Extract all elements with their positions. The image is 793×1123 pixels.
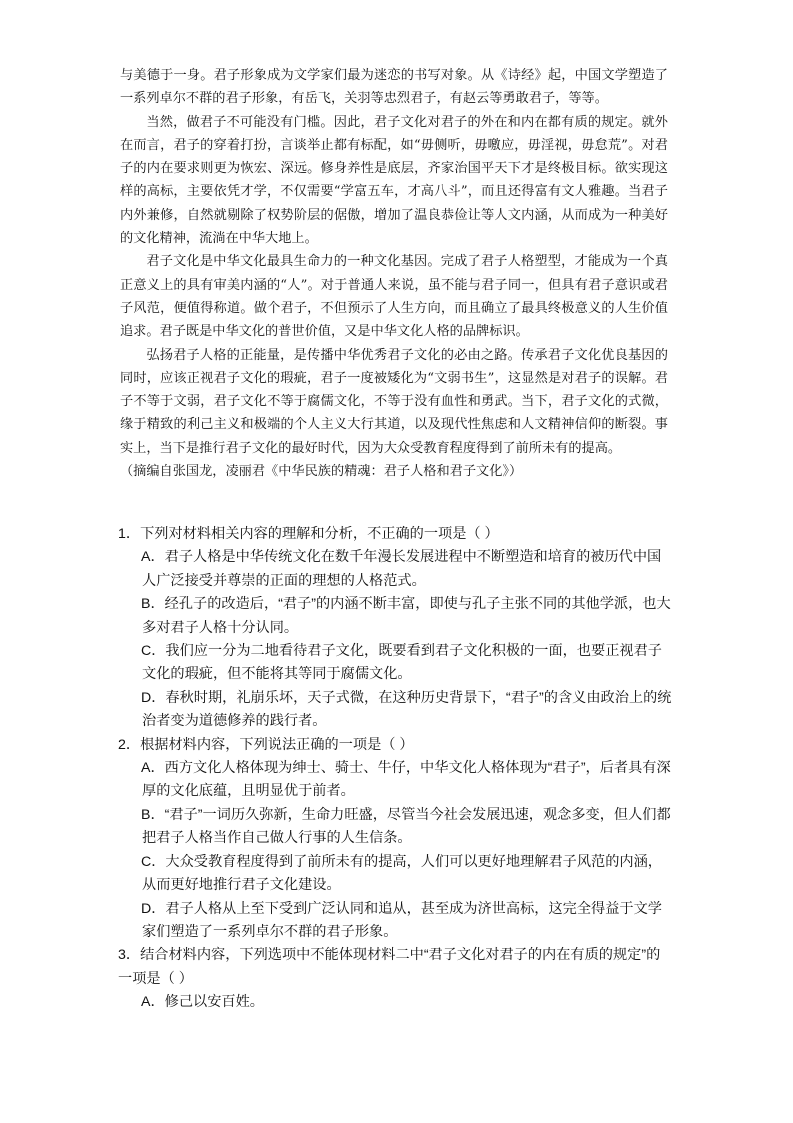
passage-paragraph-3: 君子文化是中华文化最具生命力的一种文化基因。完成了君子人格塑型，才能成为一个真正意义上的具有审美内涵的“人”。对于普通人来说，虽不能与君子同一，但具有君子意识或君子风范，便值得称道。做个君子，不但预示了人生方向，而且确立了最具终极意义的人生价值追求。君子既是中华文化的普世价值，又是中华文化人格的品牌标识。 [120,254,668,340]
question-list [118,523,674,1015]
passage-source-citation: （摘编自张国龙，凌丽君《中华民族的精魂：君子人格和君子文化》） [120,464,523,480]
passage-paragraph-2: 当然，做君子不可能没有门槛。因此，君子文化对君子的外在和内在都有质的规定。就外在而言，君子的穿着打扮，言谈举止都有标配，如“毋侧听，毋噭应，毋淫视，毋怠荒”。对君子的内在要求则更为恢宏、深远。修身养性是底层，齐家治国平天下才是终极目标。欲实现这样的高标，主要依凭才学，不仅需要“学富五车，才高八斗”，而且还得富有文人雅趣。当君子内外兼修，自然就剔除了权势阶层的倨傲，增加了温良恭俭让等人文内涵，从而成为一种美好的文化精神，流淌在中华大地上。 [120,114,668,247]
option-a: A．西方文化人格体现为绅士、骑士、牛仔，中华文化人格体现为“君子”，后者具有深厚的文化底蕴，且明显优于前者。 [141,760,671,800]
question-stem: 2．根据材料内容，下列说法正确的一项是（ ） [118,736,414,753]
option-d: D．春秋时期，礼崩乐坏，天子式微，在这种历史背景下，“君子”的含义由政治上的统治者变为道德修养的践行者。 [141,689,672,730]
option-a: A．修己以安百姓。 [141,994,264,1011]
reading-passage [120,64,668,483]
option-b: B．“君子”一词历久弥新，生命力旺盛，尽管当今社会发展迅速，观念多变，但人们都把君子人格当作自己做人行事的人生信条。 [141,806,671,847]
option-b: B．经孔子的改造后，“君子”的内涵不断丰富，即使与孔子主张不同的其他学派，也大多对君子人格十分认同。 [141,596,671,636]
passage-paragraph-1: 与美德于一身。君子形象成为文学家们最为迷恋的书写对象。从《诗经》起，中国文学塑造了一系列卓尔不群的君子形象，有岳飞，关羽等忠烈君子，有赵云等勇敢君子，等等。 [120,68,668,107]
option-a: A．君子人格是中华传统文化在数千年漫长发展进程中不断塑造和培育的被历代中国人广泛接受并尊崇的正面的理想的人格范式。 [141,549,662,589]
question-stem: 3．结合材料内容，下列选项中不能体现材料二中“君子文化对君子的内在有质的规定”的一项是（ ） [118,947,661,987]
question-1 [118,523,674,734]
passage-paragraph-4: 弘扬君子人格的正能量，是传播中华优秀君子文化的必由之路。传承君子文化优良基因的同时，应该正视君子文化的瑕疵，君子一度被矮化为“文弱书生”，这显然是对君子的误解。君子不等于文弱，君子文化不等于腐儒文化，不等于没有血性和勇武。当下，君子文化的式微，缘于精致的利己主义和极端的个人主义大行其道，以及现代性焦虑和人文精神信仰的断裂。事实上，当下是推行君子文化的最好时代，因为大众受教育程度得到了前所未有的提高。 [120,347,668,456]
question-2 [118,734,674,945]
question-stem: 1．下列对材料相关内容的理解和分析，不正确的一项是（ ） [118,526,499,542]
question-3 [118,944,674,1014]
option-c: C．我们应一分为二地看待君子文化，既要看到君子文化积极的一面，也要正视君子文化的瑕疵，但不能将其等同于腐儒文化。 [141,643,662,683]
option-c: C．大众受教育程度得到了前所未有的提高，人们可以更好地理解君子风范的内涵，从而更好地推行君子文化建设。 [141,853,662,894]
option-d: D．君子人格从上至下受到广泛认同和追从，甚至成为济世高标，这完全得益于文学家们塑造了一系列卓尔不群的君子形象。 [141,900,662,940]
